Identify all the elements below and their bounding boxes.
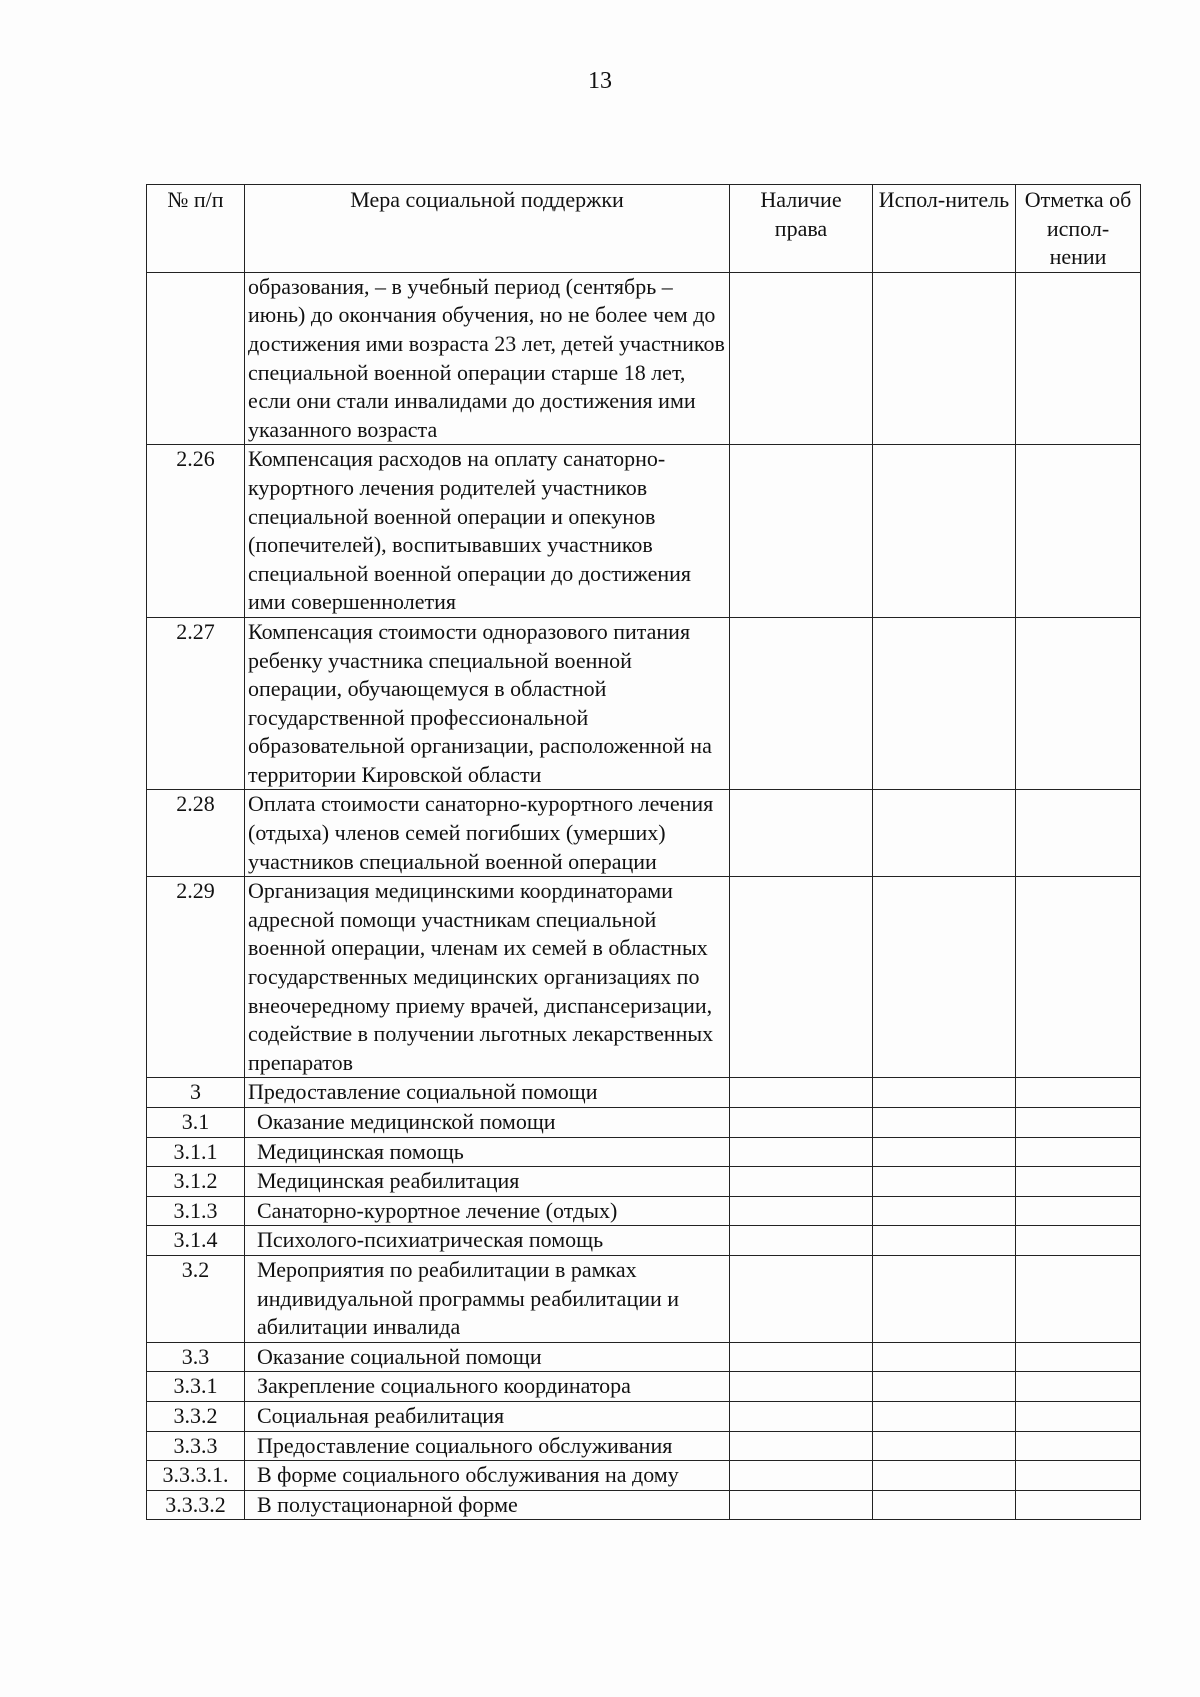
row-mark-cell <box>1016 790 1141 877</box>
row-mark-cell <box>1016 1461 1141 1491</box>
row-mark-cell <box>1016 1255 1141 1342</box>
row-number: 2.28 <box>147 790 245 877</box>
row-measure: Медицинская реабилитация <box>245 1167 730 1197</box>
table-row <box>147 1431 1141 1461</box>
row-executor-cell <box>873 1461 1016 1491</box>
row-right-cell <box>730 1372 873 1402</box>
table-row <box>147 1255 1141 1342</box>
row-right-cell <box>730 617 873 790</box>
row-right-cell <box>730 445 873 618</box>
row-right-cell <box>730 1461 873 1491</box>
table-row <box>147 1490 1141 1520</box>
row-measure: Оказание медицинской помощи <box>245 1108 730 1138</box>
table-row <box>147 1078 1141 1108</box>
row-measure: В полустационарной форме <box>245 1490 730 1520</box>
row-executor-cell <box>873 1372 1016 1402</box>
row-mark-cell <box>1016 1401 1141 1431</box>
row-right-cell <box>730 790 873 877</box>
table-row <box>147 1401 1141 1431</box>
row-measure: Оплата стоимости санаторно-курортного лечения (отдыха) членов семей погибших (умерших) участников специальной военной операции <box>245 790 730 877</box>
row-number: 3.1.1 <box>147 1137 245 1167</box>
row-executor-cell <box>873 1431 1016 1461</box>
header-right: Наличие права <box>730 185 873 273</box>
row-measure: Организация медицинскими координаторами адресной помощи участникам специальной военной операции, членам их семей в областных государственных медицинских организациях по внеочередному приему врачей, диспансеризации, содействие в получении льготных лекарственных препаратов <box>245 877 730 1078</box>
header-number: № п/п <box>147 185 245 273</box>
row-mark-cell <box>1016 272 1141 445</box>
row-mark-cell <box>1016 1490 1141 1520</box>
row-right-cell <box>730 1431 873 1461</box>
row-measure: Предоставление социального обслуживания <box>245 1431 730 1461</box>
row-number: 3 <box>147 1078 245 1108</box>
row-mark-cell <box>1016 1078 1141 1108</box>
row-executor-cell <box>873 877 1016 1078</box>
row-number: 3.3 <box>147 1342 245 1372</box>
header-measure: Мера социальной поддержки <box>245 185 730 273</box>
row-mark-cell <box>1016 1431 1141 1461</box>
table-row <box>147 1108 1141 1138</box>
row-right-cell <box>730 1255 873 1342</box>
table-row <box>147 1137 1141 1167</box>
table-row <box>147 1342 1141 1372</box>
row-number: 3.3.2 <box>147 1401 245 1431</box>
row-right-cell <box>730 1226 873 1256</box>
row-mark-cell <box>1016 1196 1141 1226</box>
row-measure: Мероприятия по реабилитации в рамках индивидуальной программы реабилитации и абилитации инвалида <box>245 1255 730 1342</box>
row-right-cell <box>730 1167 873 1197</box>
row-number: 2.27 <box>147 617 245 790</box>
table-row <box>147 617 1141 790</box>
row-executor-cell <box>873 445 1016 618</box>
row-executor-cell <box>873 1196 1016 1226</box>
row-measure: В форме социального обслуживания на дому <box>245 1461 730 1491</box>
header-executor: Испол-нитель <box>873 185 1016 273</box>
table-row <box>147 1167 1141 1197</box>
row-right-cell <box>730 272 873 445</box>
row-right-cell <box>730 1078 873 1108</box>
row-number: 2.26 <box>147 445 245 618</box>
row-number: 3.3.3 <box>147 1431 245 1461</box>
row-mark-cell <box>1016 617 1141 790</box>
table-row <box>147 790 1141 877</box>
table-row <box>147 1196 1141 1226</box>
row-mark-cell <box>1016 1372 1141 1402</box>
row-number: 3.2 <box>147 1255 245 1342</box>
row-right-cell <box>730 1137 873 1167</box>
row-number: 3.1.3 <box>147 1196 245 1226</box>
row-measure: Предоставление социальной помощи <box>245 1078 730 1108</box>
row-executor-cell <box>873 1108 1016 1138</box>
row-executor-cell <box>873 1342 1016 1372</box>
row-mark-cell <box>1016 1226 1141 1256</box>
row-mark-cell <box>1016 877 1141 1078</box>
row-executor-cell <box>873 1401 1016 1431</box>
row-measure: Компенсация стоимости одноразового питания ребенку участника специальной военной операции, обучающемуся в областной государственной профессиональной образовательной организации, расположенной на территории Кировской области <box>245 617 730 790</box>
row-right-cell <box>730 877 873 1078</box>
page-number: 13 <box>588 68 612 94</box>
row-right-cell <box>730 1490 873 1520</box>
row-right-cell <box>730 1196 873 1226</box>
row-number: 3.1 <box>147 1108 245 1138</box>
table-row <box>147 445 1141 618</box>
row-executor-cell <box>873 790 1016 877</box>
table-row <box>147 1226 1141 1256</box>
row-executor-cell <box>873 1078 1016 1108</box>
row-measure: Психолого-психиатрическая помощь <box>245 1226 730 1256</box>
row-executor-cell <box>873 1255 1016 1342</box>
table-row <box>147 877 1141 1078</box>
row-executor-cell <box>873 1167 1016 1197</box>
row-mark-cell <box>1016 1108 1141 1138</box>
row-executor-cell <box>873 1490 1016 1520</box>
row-number: 3.1.2 <box>147 1167 245 1197</box>
row-right-cell <box>730 1401 873 1431</box>
row-executor-cell <box>873 1226 1016 1256</box>
row-executor-cell <box>873 272 1016 445</box>
row-mark-cell <box>1016 445 1141 618</box>
row-measure: Санаторно-курортное лечение (отдых) <box>245 1196 730 1226</box>
row-measure: Медицинская помощь <box>245 1137 730 1167</box>
row-number <box>147 272 245 445</box>
row-measure: Социальная реабилитация <box>245 1401 730 1431</box>
row-number: 3.3.3.1. <box>147 1461 245 1491</box>
row-number: 3.3.1 <box>147 1372 245 1402</box>
table-header-row <box>147 185 1141 273</box>
social-support-table <box>146 184 1141 1520</box>
row-measure: Закрепление социального координатора <box>245 1372 730 1402</box>
table-row <box>147 1372 1141 1402</box>
row-number: 3.1.4 <box>147 1226 245 1256</box>
table-body <box>147 272 1141 1520</box>
row-mark-cell <box>1016 1167 1141 1197</box>
row-measure: Компенсация расходов на оплату санаторно-курортного лечения родителей участников специальной военной операции и опекунов (попечителей), воспитывавших участников специальной военной операции до достижения ими совершеннолетия <box>245 445 730 618</box>
row-right-cell <box>730 1342 873 1372</box>
row-mark-cell <box>1016 1342 1141 1372</box>
table-row <box>147 1461 1141 1491</box>
header-mark: Отметка об испол-нении <box>1016 185 1141 273</box>
row-executor-cell <box>873 1137 1016 1167</box>
row-executor-cell <box>873 617 1016 790</box>
table-row <box>147 272 1141 445</box>
row-right-cell <box>730 1108 873 1138</box>
row-mark-cell <box>1016 1137 1141 1167</box>
row-number: 3.3.3.2 <box>147 1490 245 1520</box>
row-measure: образования, – в учебный период (сентябрь – июнь) до окончания обучения, но не более чем до достижения ими возраста 23 лет, детей участников специальной военной операции старше 18 лет, если они стали инвалидами до достижения ими указанного возраста <box>245 272 730 445</box>
row-number: 2.29 <box>147 877 245 1078</box>
row-measure: Оказание социальной помощи <box>245 1342 730 1372</box>
